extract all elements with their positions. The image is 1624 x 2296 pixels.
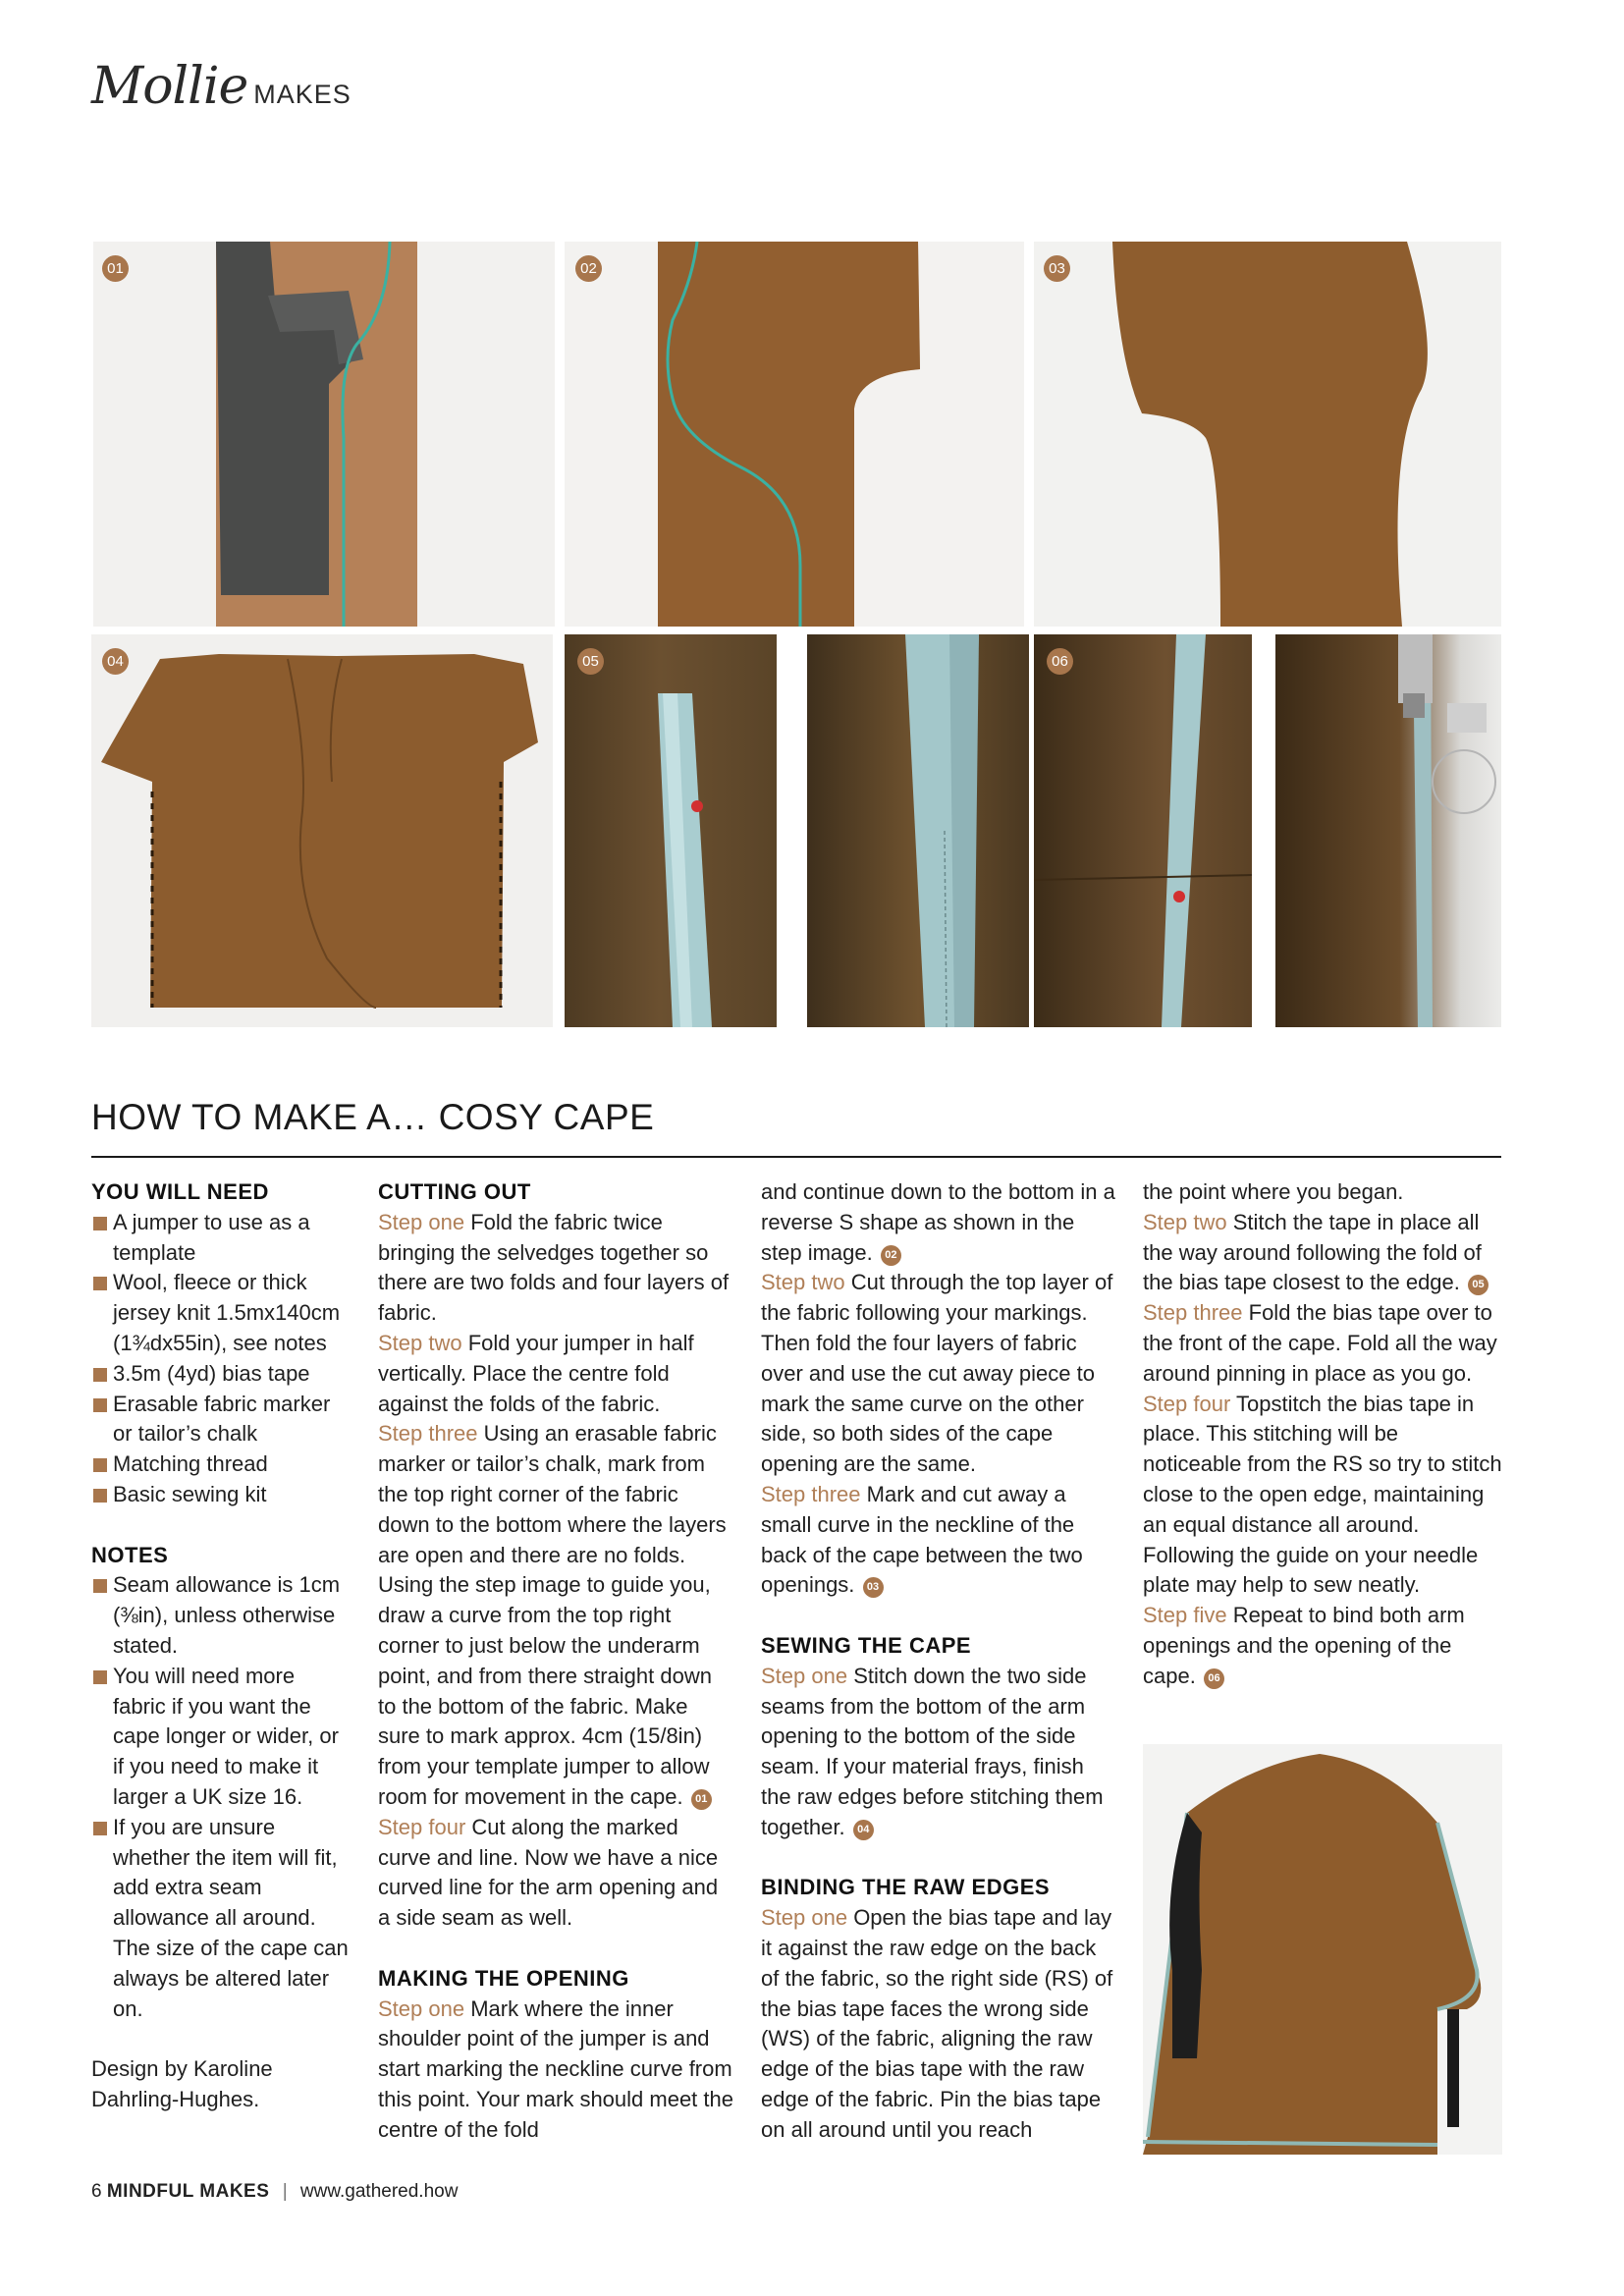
- photo-step-02: [565, 242, 1024, 627]
- instruction-step: [378, 1208, 734, 1329]
- materials-item: Erasable fabric marker or tailor’s chalk: [91, 1390, 352, 1450]
- step-label: Step five: [1143, 1603, 1227, 1628]
- instruction-step: [378, 1995, 734, 2146]
- step-text: Cut along the marked curve and line. Now we have a nice curved line for the arm opening and a side seam as well.: [378, 1814, 719, 1931]
- you-will-need-heading: YOU WILL NEED: [91, 1179, 269, 1204]
- instruction-step: [378, 1329, 734, 1419]
- photo-step-03: [1034, 242, 1501, 627]
- step-text: Open the bias tape and lay it against the raw edge on the back of the fabric, so the right side (RS) of the bias tape faces the wrong side (WS) of the fabric, aligning the raw edge of the bias tape with the raw edge of the fabric. Pin the bias tape on all around until you reach: [761, 1905, 1113, 2142]
- instruction-step: [761, 1480, 1118, 1601]
- column-binding: [1143, 1177, 1502, 1692]
- materials-item: Basic sewing kit: [91, 1480, 352, 1510]
- column-requirements: [91, 1177, 352, 2115]
- page-number: 6: [91, 2181, 102, 2202]
- step-label: Step one: [761, 1663, 848, 1688]
- step-label: Step one: [761, 1905, 848, 1931]
- step-text: Stitch the tape in place all the way around following the fold of the bias tape closest to the edge.: [1143, 1209, 1482, 1295]
- cutting-out-heading: CUTTING OUT: [378, 1179, 531, 1204]
- step-image-ref: 04: [853, 1820, 874, 1840]
- photo-finished-cape: [1143, 1744, 1502, 2155]
- step-label: Step three: [761, 1481, 861, 1506]
- step-text: Using an erasable fabric marker or tailor’s chalk, mark from the top right corner of the fabric down to the bottom where the layers are open and there are no folds. Using the step image to guide you, draw a curve from the top right corner to just below the underarm point, and from there straight down to the bottom of the fabric. Make sure to mark approx. 4cm (15/8in) from your template jumper to allow room for movement in the cape.: [378, 1421, 727, 1809]
- materials-item: 3.5m (4yd) bias tape: [91, 1359, 352, 1390]
- instruction-step: [761, 1903, 1118, 2145]
- logo-script: Mollie: [91, 57, 248, 116]
- photo-step-06-folding: [1034, 634, 1252, 1027]
- step-badge-04: 04: [102, 648, 129, 675]
- instruction-continued: the point where you began.: [1143, 1179, 1404, 1204]
- column-opening-sewing: [761, 1177, 1118, 2146]
- magazine-name: MINDFUL MAKES: [106, 2181, 270, 2202]
- photo-step-01: [93, 242, 555, 627]
- notes-heading: NOTES: [91, 1542, 169, 1567]
- continued-text: and continue down to the bottom in a reverse S shape as shown in the step image.: [761, 1179, 1115, 1265]
- materials-list: [91, 1208, 352, 1510]
- step-text: Fold the bias tape over to the front of the cape. Fold all the way around pinning in place as you go.: [1143, 1300, 1497, 1386]
- step-text: Mark where the inner shoulder point of the jumper is and start marking the neckline curve from this point. Your mark should meet the centre of the fold: [378, 1995, 733, 2142]
- step-label: Step two: [378, 1330, 462, 1355]
- logo-caps: MAKES: [253, 80, 352, 109]
- instruction-step: [1143, 1601, 1502, 1691]
- step-image-ref: 06: [1204, 1668, 1224, 1689]
- photo-step-05-stitched: [807, 634, 1029, 1027]
- instruction-step: [1143, 1208, 1502, 1298]
- binding-heading: BINDING THE RAW EDGES: [761, 1875, 1051, 1900]
- step-label: Step three: [378, 1421, 478, 1447]
- step-badge-02: 02: [575, 255, 602, 282]
- step-badge-01: 01: [102, 255, 129, 282]
- instruction-step: [378, 1419, 734, 1812]
- column-cutting-out: [378, 1177, 734, 2146]
- making-opening-heading: MAKING THE OPENING: [378, 1965, 629, 1991]
- article-title: HOW TO MAKE A… COSY CAPE: [91, 1097, 655, 1137]
- materials-item: Matching thread: [91, 1449, 352, 1480]
- footer-url[interactable]: www.gathered.how: [299, 2181, 459, 2202]
- step-text: Repeat to bind both arm openings and the opening of the cape.: [1143, 1603, 1465, 1688]
- step-text: Stitch down the two side seams from the bottom of the arm opening to the bottom of the side seam. If your material frays, finish the raw edges before stitching them together.: [761, 1663, 1104, 1839]
- instruction-step: [1143, 1390, 1502, 1602]
- step-badge-03: 03: [1044, 255, 1070, 282]
- step-label: Step one: [378, 1209, 465, 1234]
- page-footer: [91, 2181, 458, 2203]
- step-label: Step two: [761, 1270, 845, 1295]
- sewing-cape-heading: SEWING THE CAPE: [761, 1632, 972, 1658]
- step-image-ref: 01: [691, 1789, 712, 1810]
- step-text: Fold the fabric twice bringing the selvedges together so there are two folds and four layers of fabric.: [378, 1209, 730, 1326]
- footer-separator: |: [282, 2181, 288, 2202]
- materials-item: A jumper to use as a template: [91, 1208, 352, 1269]
- step-label: Step four: [1143, 1391, 1231, 1416]
- instruction-step: [378, 1813, 734, 1934]
- step-label: Step two: [1143, 1209, 1227, 1234]
- notes-item: Seam allowance is 1cm (⅜in), unless otherwise stated.: [91, 1570, 352, 1661]
- photo-step-04: [91, 634, 553, 1027]
- notes-list: [91, 1570, 352, 2024]
- step-label: Step four: [378, 1814, 466, 1839]
- materials-item: Wool, fleece or thick jersey knit 1.5mx140cm (1¾dx55in), see notes: [91, 1268, 352, 1358]
- step-image-ref: 05: [1468, 1275, 1489, 1295]
- title-rule: [91, 1156, 1501, 1158]
- notes-item: You will need more fabric if you want the cape longer or wider, or if you need to make it larger a UK size 16.: [91, 1662, 352, 1813]
- notes-item: If you are unsure whether the item will fit, add extra seam allowance all around. The size of the cape can always be altered later on.: [91, 1813, 352, 2025]
- step-text: Mark and cut away a small curve in the neckline of the back of the cape between the two openings.: [761, 1481, 1083, 1598]
- instruction-step: [761, 1662, 1118, 1843]
- instruction-continued: [761, 1177, 1118, 1268]
- step-badge-06: 06: [1047, 648, 1073, 675]
- step-text: Fold your jumper in half vertically. Place the centre fold against the folds of the fabric.: [378, 1330, 694, 1416]
- design-credit: Design by Karoline Dahrling-Hughes.: [91, 2056, 273, 2111]
- step-label: Step one: [378, 1995, 465, 2021]
- instruction-step: [761, 1268, 1118, 1480]
- step-text: Topstitch the bias tape in place. This stitching will be noticeable from the RS so try to stitch close to the open edge, maintaining an equal distance all around. Following the guide on your needle plate may help to sew neatly.: [1143, 1391, 1502, 1598]
- step-image-ref: 03: [863, 1577, 884, 1598]
- step-label: Step three: [1143, 1300, 1243, 1326]
- step-text: Cut through the top layer of the fabric following your markings. Then fold the four layers of fabric over and use the cut away piece to mark the same curve on the other side, so both sides of the cape opening are the same.: [761, 1270, 1113, 1477]
- instruction-step: [1143, 1298, 1502, 1389]
- photo-step-05-pinning: [565, 634, 777, 1027]
- step-badge-05: 05: [577, 648, 604, 675]
- step-image-ref: 02: [881, 1245, 901, 1266]
- magazine-logo: [91, 57, 352, 116]
- photo-step-06-sewing-machine: [1275, 634, 1501, 1027]
